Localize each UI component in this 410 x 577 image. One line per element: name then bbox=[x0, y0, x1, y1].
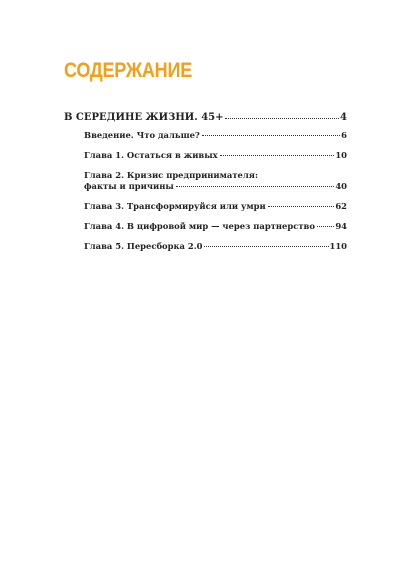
toc-entry-title: Глава 5. Пересборка 2.0 bbox=[84, 241, 203, 251]
toc-entry-introduction[interactable] bbox=[84, 130, 347, 141]
toc-entry-title: Глава 4. В цифровой мир — через партнерство bbox=[84, 221, 315, 231]
dot-leader bbox=[220, 155, 335, 156]
dot-leader bbox=[268, 206, 335, 207]
dot-leader bbox=[204, 246, 328, 247]
toc-entry-chapter-4[interactable] bbox=[84, 221, 347, 232]
dot-leader bbox=[225, 118, 339, 119]
toc-entry-title-line1: Глава 2. Кризис предпринимателя: bbox=[84, 170, 259, 180]
toc-entry-page: 62 bbox=[335, 201, 347, 211]
toc-entry-chapter-1[interactable] bbox=[84, 150, 347, 161]
toc-entry-chapter-5[interactable] bbox=[84, 241, 347, 252]
dot-leader bbox=[202, 135, 340, 136]
toc-entry-line2 bbox=[84, 181, 347, 192]
toc-entry-page: 4 bbox=[340, 112, 347, 123]
toc-entry-chapter-2[interactable] bbox=[84, 170, 347, 192]
dot-leader bbox=[176, 186, 335, 187]
toc-entry-chapter-3[interactable] bbox=[84, 201, 347, 212]
toc-entry-title: Глава 3. Трансформируйся или умри bbox=[84, 201, 266, 211]
toc-entry-page: 94 bbox=[335, 221, 347, 231]
table-of-contents bbox=[64, 112, 347, 261]
toc-entry-page: 110 bbox=[329, 241, 347, 251]
toc-heading: СОДЕРЖАНИЕ bbox=[64, 59, 192, 82]
toc-entry-page: 10 bbox=[335, 150, 347, 160]
toc-entry-page: 6 bbox=[341, 130, 347, 140]
toc-entry-title: Введение. Что дальше? bbox=[84, 130, 200, 140]
toc-entry-title: Глава 1. Остаться в живых bbox=[84, 150, 218, 160]
toc-entry-title-line2: факты и причины bbox=[84, 181, 174, 191]
dot-leader bbox=[317, 226, 334, 227]
toc-entry-page: 40 bbox=[335, 181, 347, 191]
toc-entry-part[interactable] bbox=[64, 112, 347, 124]
toc-entry-title: В СЕРЕДИНЕ ЖИЗНИ. 45+ bbox=[64, 112, 224, 123]
